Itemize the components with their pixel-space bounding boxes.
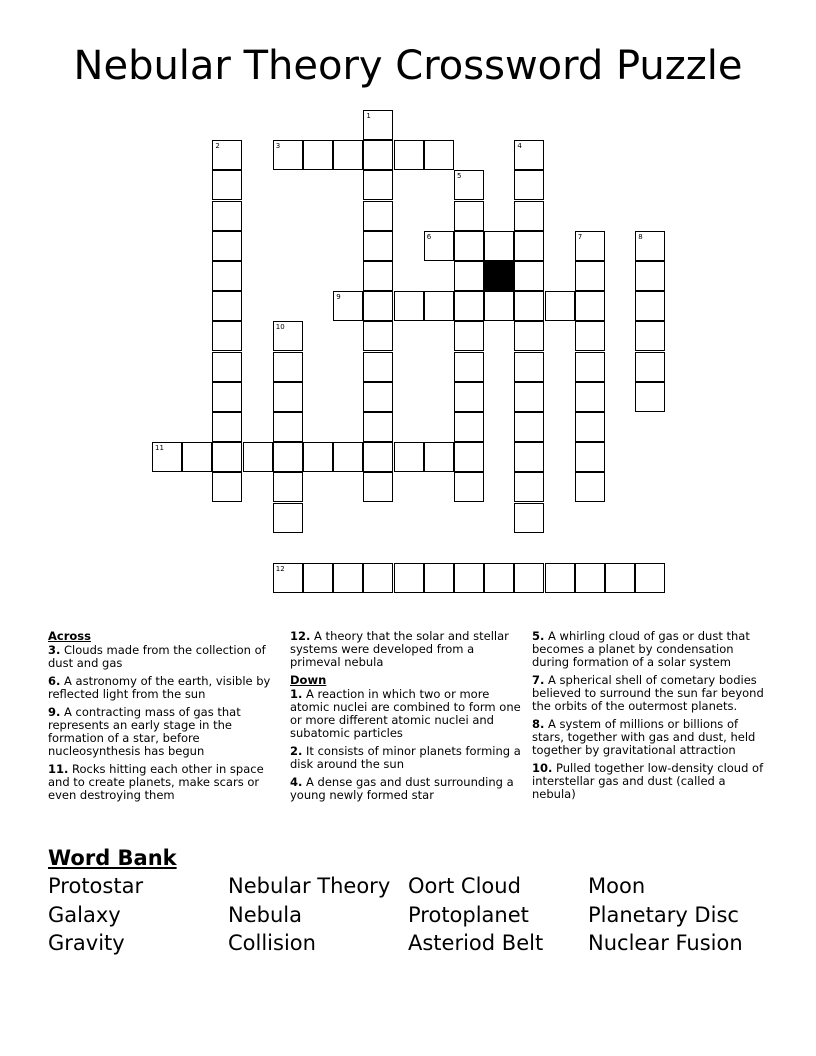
grid-cell[interactable] xyxy=(212,352,242,382)
grid-cell[interactable] xyxy=(454,231,484,261)
grid-cell[interactable] xyxy=(394,291,424,321)
across-heading: Across xyxy=(48,629,91,643)
grid-cell[interactable] xyxy=(575,261,605,291)
word-bank-item: Nebula xyxy=(228,902,302,927)
word-bank-heading: Word Bank xyxy=(48,846,177,870)
clue-number-6: 6 xyxy=(426,232,432,241)
grid-cell[interactable] xyxy=(212,261,242,291)
grid-cell[interactable] xyxy=(303,442,333,472)
grid-cell[interactable] xyxy=(454,321,484,351)
clue-number-11: 11 xyxy=(155,444,164,453)
grid-cell[interactable] xyxy=(635,231,665,261)
clue-number-3: 3 xyxy=(275,142,281,151)
word-bank-column-4 xyxy=(588,872,743,958)
clue-number-4: 4 xyxy=(517,142,522,151)
grid-cell[interactable] xyxy=(545,291,575,321)
grid-cell[interactable] xyxy=(545,563,575,593)
grid-cell[interactable] xyxy=(212,291,242,321)
down-heading: Down xyxy=(290,673,327,687)
word-bank-column-1 xyxy=(48,872,143,958)
grid-cell[interactable] xyxy=(454,291,484,321)
grid-cell[interactable] xyxy=(514,412,544,442)
grid-cell[interactable] xyxy=(424,563,454,593)
grid-cell[interactable] xyxy=(454,472,484,502)
grid-cell[interactable] xyxy=(152,442,182,472)
grid-cell[interactable] xyxy=(182,442,212,472)
grid-cell[interactable] xyxy=(273,442,303,472)
grid-cell[interactable] xyxy=(363,382,393,412)
grid-cell[interactable] xyxy=(454,201,484,231)
grid-cell[interactable] xyxy=(635,352,665,382)
grid-cell[interactable] xyxy=(484,563,514,593)
across-clue-9: 9. A contracting mass of gas that represents an early stage in the formation of a star, before nucleosynthesis has begun xyxy=(48,705,241,758)
grid-cell[interactable] xyxy=(273,140,303,170)
grid-cell[interactable] xyxy=(273,412,303,442)
grid-cell[interactable] xyxy=(424,442,454,472)
clue-number-9: 9 xyxy=(336,293,341,302)
grid-cell[interactable] xyxy=(424,140,454,170)
down-clue-4: 4. A dense gas and dust surrounding a young newly formed star xyxy=(290,775,514,802)
grid-cell[interactable] xyxy=(514,563,544,593)
grid-cell[interactable] xyxy=(514,503,544,533)
grid-cell[interactable] xyxy=(575,472,605,502)
grid-cell[interactable] xyxy=(454,261,484,291)
grid-cell[interactable] xyxy=(635,382,665,412)
word-bank-item: Collision xyxy=(228,931,316,955)
grid-cell[interactable] xyxy=(363,140,393,170)
grid-cell[interactable] xyxy=(363,352,393,382)
across-clue-11: 11. Rocks hitting each other in space and to create planets, make scars or even destroying them xyxy=(48,762,264,802)
grid-cell[interactable] xyxy=(635,291,665,321)
down-clue-2: 2. It consists of minor planets forming a disk around the sun xyxy=(290,744,521,771)
grid-cell[interactable] xyxy=(363,110,393,140)
grid-cell[interactable] xyxy=(273,321,303,351)
grid-cell[interactable] xyxy=(363,472,393,502)
grid-cell[interactable] xyxy=(303,140,333,170)
grid-cell[interactable] xyxy=(212,201,242,231)
grid-cell[interactable] xyxy=(484,231,514,261)
clue-number-8: 8 xyxy=(638,232,643,241)
grid-cell[interactable] xyxy=(363,321,393,351)
clue-number-10: 10 xyxy=(275,323,285,332)
grid-cell[interactable] xyxy=(514,261,544,291)
grid-cell[interactable] xyxy=(212,321,242,351)
word-bank-item: Asteriod Belt xyxy=(408,931,544,955)
grid-cell[interactable] xyxy=(635,321,665,351)
grid-cell[interactable] xyxy=(212,442,242,472)
grid-cell[interactable] xyxy=(454,382,484,412)
grid-cell[interactable] xyxy=(514,382,544,412)
clue-column-2 xyxy=(290,630,526,807)
grid-cell[interactable] xyxy=(363,291,393,321)
word-bank-item: Nuclear Fusion xyxy=(588,931,743,955)
clue-column-1 xyxy=(48,630,278,807)
clue-number-2: 2 xyxy=(215,142,220,151)
down-clue-1: 1. A reaction in which two or more atomic nuclei are combined to form one or more different atomic nuclei and subatomic particles xyxy=(290,687,521,740)
grid-cell[interactable] xyxy=(514,231,544,261)
grid-cell[interactable] xyxy=(514,442,544,472)
grid-cell[interactable] xyxy=(514,352,544,382)
grid-cell[interactable] xyxy=(363,563,393,593)
grid-cell[interactable] xyxy=(273,503,303,533)
grid-cell[interactable] xyxy=(394,140,424,170)
clue-number-1: 1 xyxy=(366,112,371,120)
grid-cell[interactable] xyxy=(333,140,363,170)
grid-cell[interactable] xyxy=(454,352,484,382)
grid-cell[interactable] xyxy=(363,170,393,200)
grid-cell[interactable] xyxy=(212,382,242,412)
grid-cell[interactable] xyxy=(212,412,242,442)
grid-cell[interactable] xyxy=(575,321,605,351)
grid-cell[interactable] xyxy=(575,563,605,593)
grid-cell[interactable] xyxy=(575,291,605,321)
grid-cell[interactable] xyxy=(333,563,363,593)
grid-block xyxy=(484,261,514,291)
grid-cell[interactable] xyxy=(363,231,393,261)
grid-cell[interactable] xyxy=(454,442,484,472)
grid-cell[interactable] xyxy=(273,563,303,593)
down-clue-5: 5. A whirling cloud of gas or dust that becomes a planet by condensation during formation of a solar system xyxy=(532,629,750,669)
grid-cell[interactable] xyxy=(454,170,484,200)
grid-cell[interactable] xyxy=(424,231,454,261)
grid-cell[interactable] xyxy=(575,442,605,472)
word-bank-item: Moon xyxy=(588,874,646,898)
grid-cell[interactable] xyxy=(514,291,544,321)
word-bank-item: Oort Cloud xyxy=(408,874,521,898)
grid-cell[interactable] xyxy=(212,170,242,200)
across-clue-3: 3. Clouds made from the collection of dust and gas xyxy=(48,643,266,670)
grid-cell[interactable] xyxy=(514,140,544,170)
down-clue-10: 10. Pulled together low-density cloud of interstellar gas and dust (called a nebula) xyxy=(532,761,764,801)
grid-cell[interactable] xyxy=(454,412,484,442)
grid-cell[interactable] xyxy=(514,201,544,231)
word-bank-column-2 xyxy=(228,872,390,958)
word-bank-item: Protostar xyxy=(48,874,144,898)
across-clue-12: 12. A theory that the solar and stellar systems were developed from a primeval nebula xyxy=(290,629,509,669)
grid-cell[interactable] xyxy=(363,261,393,291)
grid-cell[interactable] xyxy=(273,382,303,412)
clue-column-3 xyxy=(532,630,770,806)
grid-cell[interactable] xyxy=(394,563,424,593)
grid-cell[interactable] xyxy=(333,442,363,472)
grid-cell[interactable] xyxy=(243,442,273,472)
grid-cell[interactable] xyxy=(514,170,544,200)
word-bank-item: Nebular Theory xyxy=(228,874,391,898)
grid-cell[interactable] xyxy=(424,291,454,321)
grid-cell[interactable] xyxy=(514,472,544,502)
word-bank-item: Galaxy xyxy=(48,902,121,927)
word-bank-column-3 xyxy=(408,872,543,958)
clue-number-5: 5 xyxy=(457,172,462,181)
across-clue-6: 6. A astronomy of the earth, visible by reflected light from the sun xyxy=(48,674,271,701)
grid-cell[interactable] xyxy=(212,472,242,502)
grid-cell[interactable] xyxy=(363,442,393,472)
down-clue-7: 7. A spherical shell of cometary bodies believed to surround the sun far beyond the orbits of the outermost planets. xyxy=(532,673,764,713)
grid-cell[interactable] xyxy=(273,352,303,382)
grid-cell[interactable] xyxy=(363,201,393,231)
page-title: Nebular Theory Crossword Puzzle xyxy=(73,43,743,89)
word-bank-item: Protoplanet xyxy=(408,902,529,927)
grid-cell[interactable] xyxy=(363,412,393,442)
grid-cell[interactable] xyxy=(575,382,605,412)
grid-cell[interactable] xyxy=(635,563,665,593)
clue-number-12: 12 xyxy=(275,565,285,573)
grid-cell[interactable] xyxy=(303,563,333,593)
grid-cell[interactable] xyxy=(575,352,605,382)
grid-cell[interactable] xyxy=(273,472,303,502)
grid-cell[interactable] xyxy=(575,412,605,442)
grid-cell[interactable] xyxy=(605,563,635,593)
clue-number-7: 7 xyxy=(577,232,583,241)
grid-cell[interactable] xyxy=(484,291,514,321)
grid-cell[interactable] xyxy=(212,231,242,261)
down-clue-8: 8. A system of millions or billions of stars, together with gas and dust, held together by gravitational attraction xyxy=(532,717,756,757)
grid-cell[interactable] xyxy=(454,563,484,593)
grid-cell[interactable] xyxy=(212,140,242,170)
word-bank-item: Planetary Disc xyxy=(588,902,739,927)
word-bank-item: Gravity xyxy=(48,931,125,955)
grid-cell[interactable] xyxy=(635,261,665,291)
grid-cell[interactable] xyxy=(575,231,605,261)
grid-cell[interactable] xyxy=(394,442,424,472)
grid-cell[interactable] xyxy=(333,291,363,321)
grid-cell[interactable] xyxy=(514,321,544,351)
